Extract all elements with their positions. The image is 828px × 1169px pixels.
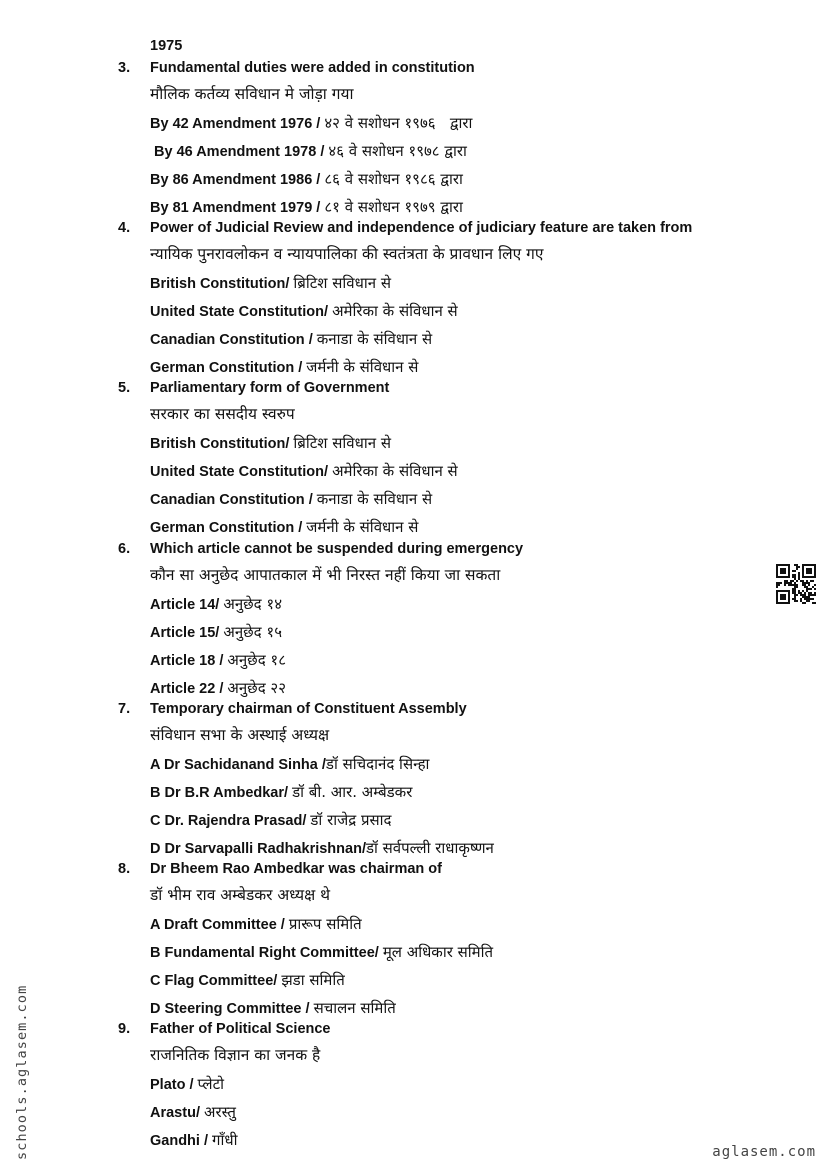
option-separator: / (312, 200, 325, 216)
question-text-english: Fundamental duties were added in constitution (150, 60, 475, 76)
option-text-hindi: झडा समिति (281, 971, 345, 989)
option-text-english: D Dr Sarvapalli Radhakrishnan (150, 841, 362, 857)
question-text-hindi: सरकार का ससदीय स्वरुप (150, 405, 295, 423)
option-text-english: Article 22 (150, 681, 216, 697)
option-text-hindi: ८६ वे सशोधन १९८६ द्वारा (324, 170, 463, 188)
question-heading (118, 60, 738, 82)
question-text-english: Dr Bheem Rao Ambedkar was chairman of (150, 861, 442, 877)
question-number: 5. (118, 380, 131, 396)
option-text-hindi: डॉ बी. आर. अम्बेडकर (292, 783, 413, 801)
option-text-hindi: अनुछेद १४ (223, 595, 282, 613)
qr-code-icon (776, 564, 816, 604)
answer-option (150, 777, 738, 805)
option-separator: / (324, 464, 333, 480)
option-text-hindi: ४६ वे सशोधन १९७८ द्वारा (328, 142, 467, 160)
option-text-hindi: प्लेटो (197, 1075, 225, 1093)
option-text-english: Article 18 (150, 653, 216, 669)
answer-option (150, 589, 738, 617)
question-block (118, 380, 738, 540)
option-text-english: By 86 Amendment 1986 (150, 172, 313, 188)
option-text-hindi: डॉ सचिदानंद सिन्हा (325, 755, 430, 773)
footer-watermark: aglasem.com (712, 1144, 816, 1160)
question-block (118, 861, 738, 1021)
option-separator: / (317, 757, 326, 773)
answer-option (150, 352, 738, 380)
question-heading (118, 1021, 738, 1043)
answer-option (150, 428, 738, 456)
option-text-english: United State Constitution (150, 304, 324, 320)
answer-option (150, 937, 738, 965)
answer-option (150, 805, 738, 833)
answer-option (150, 1125, 738, 1153)
side-watermark: schools.aglasem.com (14, 984, 30, 1160)
question-text-hindi: संविधान सभा के अस्थाई अध्यक्ष (150, 726, 330, 744)
option-separator: / (215, 681, 228, 697)
option-text-hindi: कनाडा के सविधान से (316, 490, 433, 508)
option-separator: / (312, 172, 325, 188)
option-separator: / (285, 436, 294, 452)
answer-option (150, 1069, 738, 1097)
option-separator: / (185, 1077, 198, 1093)
answer-option (150, 645, 738, 673)
question-heading (118, 220, 738, 242)
option-separator: / (215, 597, 224, 613)
continued-year: 1975 (150, 38, 183, 54)
question-block (118, 701, 738, 861)
question-text-english: Father of Political Science (150, 1021, 331, 1037)
answer-option (150, 673, 738, 701)
answer-option (150, 484, 738, 512)
answer-option (150, 456, 738, 484)
option-text-english: Arastu (150, 1105, 196, 1121)
option-separator: / (294, 360, 307, 376)
answer-option (150, 993, 738, 1021)
option-text-hindi: अनुछेद १८ (227, 651, 287, 669)
question-number: 7. (118, 701, 131, 717)
option-separator: / (302, 813, 311, 829)
answer-option (150, 136, 738, 164)
answer-option (150, 268, 738, 296)
option-text-english: C Flag Committee (150, 973, 274, 989)
option-text-english: D Steering Committee (150, 1001, 302, 1017)
option-text-english: B Dr B.R Ambedkar (150, 785, 285, 801)
option-text-hindi: जर्मनी के संविधान से (306, 518, 419, 536)
option-text-english: B Fundamental Right Committee (150, 945, 375, 961)
question-block (118, 541, 738, 701)
question-block (118, 60, 738, 220)
option-text-hindi: अरस्तु (204, 1103, 236, 1121)
question-block (118, 220, 738, 380)
question-heading (118, 861, 738, 883)
question-heading (118, 701, 738, 723)
answer-option (150, 1097, 738, 1125)
option-text-english: Article 14 (150, 597, 216, 613)
answer-option (150, 108, 738, 136)
option-text-hindi: अमेरिका के संविधान से (332, 462, 458, 480)
option-text-hindi: गाँधी (212, 1131, 238, 1149)
question-text-english: Power of Judicial Review and independence of judiciary feature are taken from (150, 220, 693, 236)
question-text-english: Which article cannot be suspended during emergency (150, 541, 524, 557)
option-text-hindi: ब्रिटिश सविधान से (293, 274, 391, 292)
answer-option (150, 833, 738, 861)
answer-option (150, 164, 738, 192)
option-separator: / (374, 945, 383, 961)
answer-option (150, 909, 738, 937)
option-separator: / (195, 1105, 204, 1121)
option-text-hindi: ब्रिटिश सविधान से (293, 434, 391, 452)
question-text-english: Parliamentary form of Government (150, 380, 390, 396)
option-separator: / (324, 304, 333, 320)
option-text-hindi: प्रारूप समिति (288, 915, 362, 933)
answer-option (150, 965, 738, 993)
answer-option (150, 296, 738, 324)
option-text-hindi: कनाडा के संविधान से (316, 330, 433, 348)
question-heading (118, 380, 738, 402)
question-number: 8. (118, 861, 131, 877)
question-heading (118, 541, 738, 563)
option-separator: / (301, 1001, 314, 1017)
option-text-english: By 46 Amendment 1978 (150, 144, 317, 160)
option-text-english: German Constitution (150, 360, 295, 376)
answer-option (150, 324, 738, 352)
option-text-english: By 42 Amendment 1976 (150, 116, 313, 132)
option-separator: / (312, 116, 325, 132)
option-text-english: British Constitution (150, 276, 286, 292)
question-text-hindi: डॉ भीम राव अम्बेडकर अध्यक्ष थे (150, 886, 331, 904)
option-separator: / (304, 332, 317, 348)
question-text-english: Temporary chairman of Constituent Assembly (150, 701, 467, 717)
question-text-hindi: न्यायिक पुनरावलोकन व न्यायपालिका की स्वतंत्रता के प्रावधान लिए गए (150, 245, 544, 263)
question-number: 6. (118, 541, 131, 557)
question-number: 9. (118, 1021, 131, 1037)
option-separator: / (284, 785, 293, 801)
option-separator: / (273, 973, 282, 989)
option-text-hindi: डॉ सर्वपल्ली राधाकृष्णन (365, 839, 494, 857)
answer-option (150, 617, 738, 645)
option-text-english: A Draft Committee (150, 917, 277, 933)
option-text-english: Article 15 (150, 625, 216, 641)
option-separator: / (304, 492, 317, 508)
option-text-english: German Constitution (150, 520, 295, 536)
option-text-hindi: डॉ राजेद्र प्रसाद (310, 811, 392, 829)
option-separator: / (199, 1133, 213, 1149)
option-text-english: United State Constitution (150, 464, 324, 480)
option-text-english: By 81 Amendment 1979 (150, 200, 313, 216)
option-separator: / (276, 917, 289, 933)
option-text-english: C Dr. Rajendra Prasad (150, 813, 303, 829)
answer-option (150, 512, 738, 540)
question-number: 3. (118, 60, 131, 76)
answer-option (150, 192, 738, 220)
option-text-hindi: ४२ वे सशोधन १९७६ द्वारा (324, 114, 473, 132)
option-text-english: British Constitution (150, 436, 286, 452)
option-text-hindi: सचालन समिति (313, 999, 396, 1017)
option-separator: / (294, 520, 307, 536)
option-text-hindi: ८१ वे सशोधन १९७९ द्वारा (324, 198, 463, 216)
option-separator: / (215, 625, 224, 641)
question-text-hindi: कौन सा अनुछेद आपातकाल में भी निरस्त नहीं किया जा सकता (150, 566, 501, 584)
option-separator: / (215, 653, 228, 669)
option-text-hindi: अमेरिका के संविधान से (332, 302, 458, 320)
option-text-hindi: अनुछेद २२ (227, 679, 287, 697)
option-text-english: Plato (150, 1077, 186, 1093)
question-block (118, 1021, 738, 1153)
option-text-hindi: जर्मनी के संविधान से (306, 358, 419, 376)
question-number: 4. (118, 220, 131, 236)
option-text-english: Canadian Constitution (150, 492, 305, 508)
option-separator: / (316, 144, 329, 160)
option-text-hindi: मूल अधिकार समिति (382, 943, 494, 961)
option-text-english: A Dr Sachidanand Sinha (150, 757, 318, 773)
option-separator: / (361, 841, 366, 857)
answer-option (150, 749, 738, 777)
question-text-hindi: राजनितिक विज्ञान का जनक है (150, 1046, 321, 1064)
option-text-english: Canadian Constitution (150, 332, 305, 348)
option-text-hindi: अनुछेद १५ (223, 623, 282, 641)
option-separator: / (285, 276, 294, 292)
question-text-hindi: मौलिक कर्तव्य सविधान मे जोड़ा गया (150, 85, 354, 103)
option-text-english: Gandhi (150, 1133, 200, 1149)
